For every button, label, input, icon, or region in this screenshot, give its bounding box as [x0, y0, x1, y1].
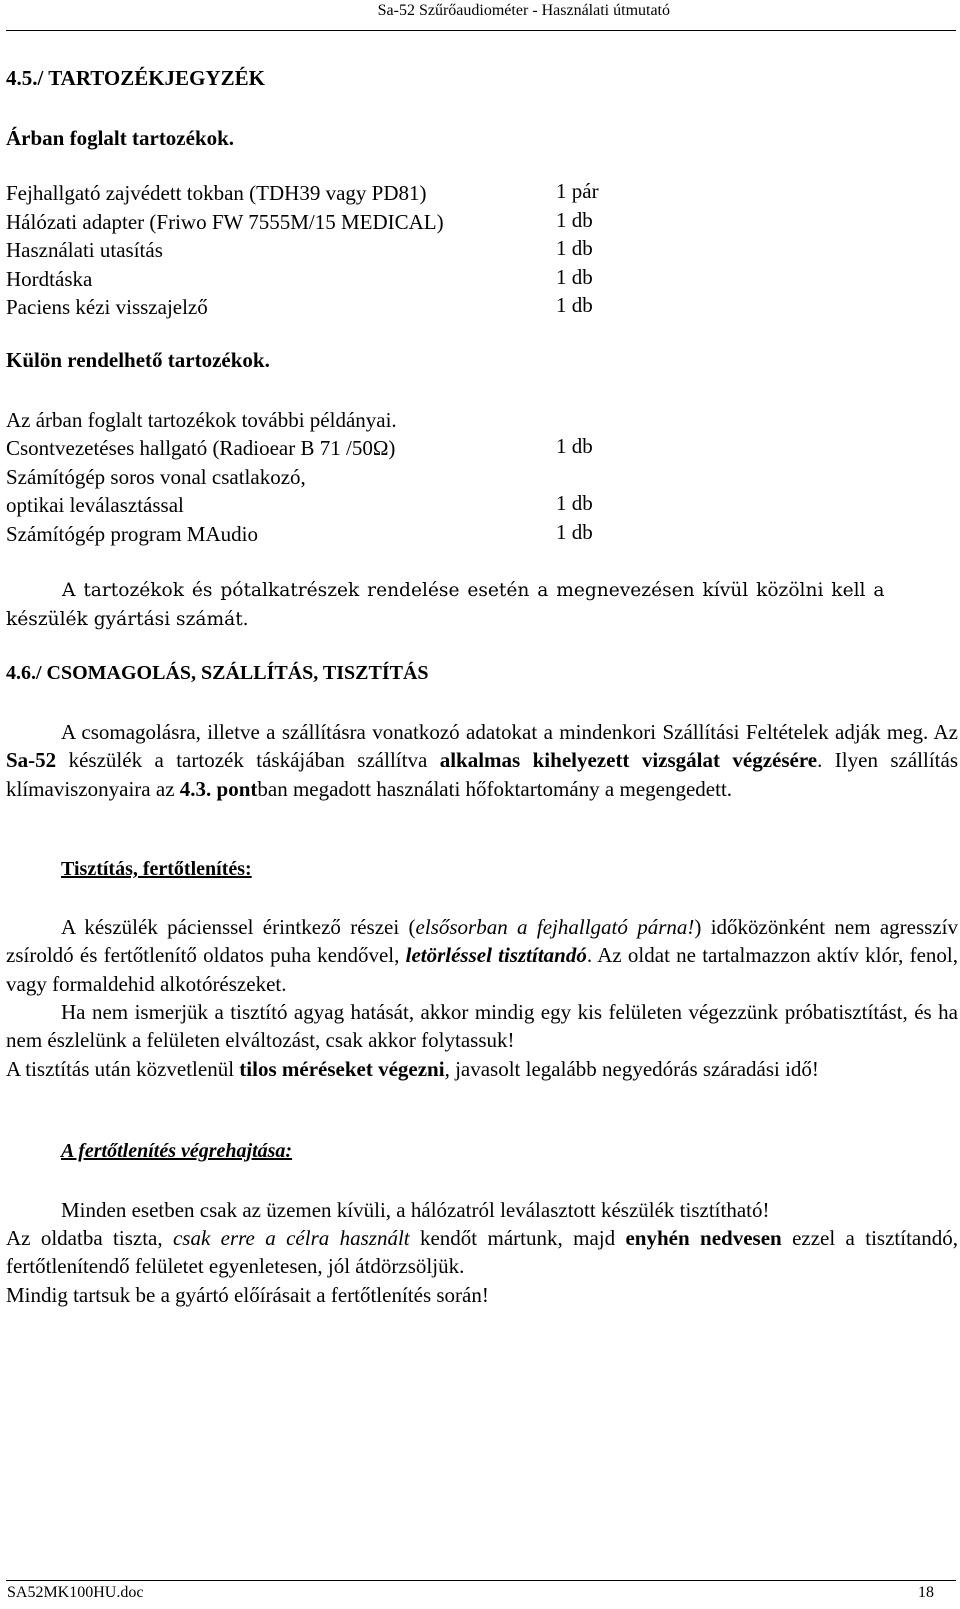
list-item: Számítógép soros vonal csatlakozó, [6, 465, 306, 489]
cleaning-title: Tisztítás, fertőtlenítés: [61, 858, 252, 880]
list-item: Fejhallgató zajvédett tokban (TDH39 vagy PD81) [6, 181, 427, 205]
page-header [0, 0, 960, 32]
after-cleaning-paragraph: A tisztítás után közvetlenül tilos méréseket végezni, javasolt legalább negyedórás száradási idő! [6, 1057, 819, 1081]
disinfection-paragraph-2: Az oldatba tiszta, csak erre a célra használt kendőt mártunk, majd enyhén nedvesen ezzel a tisztítandó, fertőtlenítendő felületet egyenletesen, jól átdörzsöljük. [6, 1226, 958, 1279]
section-45-heading: 4.5./ TARTOZÉKJEGYZÉK [6, 66, 265, 90]
order-note-line: A tartozékok és pótalkatrészek rendelése esetén a megnevezésen kívül közölni kell a [62, 580, 885, 601]
list-item-qty: 1 db [556, 265, 593, 289]
list-item-qty: 1 db [556, 293, 593, 317]
list-item-qty: 1 db [556, 236, 593, 260]
list-item: Számítógép program MAudio [6, 522, 258, 546]
header-title: Sa-52 Szűrőaudiométer - Használati útmutató [377, 2, 670, 19]
list-item: Csontvezetéses hallgató (Radioear B 71 /50Ω) [6, 436, 396, 460]
list-item-qty: 1 db [556, 208, 593, 232]
disinfection-title: A fertőtlenítés végrehajtása: [61, 1140, 293, 1162]
page-number: 18 [918, 1584, 934, 1601]
optional-intro: Az árban foglalt tartozékok további példányai. [6, 408, 397, 432]
list-item-qty: 1 db [556, 434, 593, 458]
test-cleaning-paragraph: Ha nem ismerjük a tisztító agyag hatását, akkor mindig egy kis felületen végezzünk próbatisztítást, és ha nem észlelünk a felületen elváltozást, csak akkor folytassuk! [6, 1000, 958, 1053]
list-item: Hálózati adapter (Friwo FW 7555M/15 MEDICAL) [6, 210, 444, 234]
list-item: Használati utasítás [6, 238, 163, 262]
footer-filename: SA52MK100HU.doc [7, 1584, 144, 1601]
included-accessories-title: Árban foglalt tartozékok. [6, 126, 235, 150]
header-rule [6, 30, 956, 31]
footer-rule [6, 1580, 956, 1581]
optional-accessories-title: Külön rendelhető tartozékok. [6, 348, 270, 372]
order-note-line: készülék gyártási számát. [6, 609, 249, 630]
disinfection-paragraph-3: Mindig tartsuk be a gyártó előírásait a fertőtlenítés során! [6, 1283, 489, 1307]
list-item-qty: 1 db [556, 491, 593, 515]
cleaning-paragraph: A készülék pácienssel érintkező részei (elsősorban a fejhallgató párna!) időközönként nem agresszív zsíroldó és fertőtlenítő oldatos puha kendővel, letörléssel tisztítandó. Az oldat ne tartalmazzon aktív klór, fenol, vagy formaldehid alkotórészeket. [6, 915, 959, 996]
list-item: Paciens kézi visszajelző [6, 295, 208, 319]
list-item: optikai leválasztással [6, 493, 184, 517]
list-item: Hordtáska [6, 267, 93, 291]
disinfection-paragraph-1: Minden esetben csak az üzemen kívüli, a hálózatról leválasztott készülék tisztítható! [61, 1198, 770, 1222]
shipping-paragraph: A csomagolásra, illetve a szállításra vonatkozó adatokat a mindenkori Szállítási Feltételek adják meg. Az Sa-52 készülék a tartozék táskájában szállítva alkalmas kihelyezett vizsgálat végzésére. Ilyen szállítás klímaviszonyaira az 4.3. pontban megadott használati hőfoktartomány a megengedett. [6, 720, 959, 801]
section-46-heading: 4.6./ CSOMAGOLÁS, SZÁLLÍTÁS, TISZTÍTÁS [6, 662, 429, 684]
list-item-qty: 1 pár [556, 179, 599, 203]
list-item-qty: 1 db [556, 520, 593, 544]
